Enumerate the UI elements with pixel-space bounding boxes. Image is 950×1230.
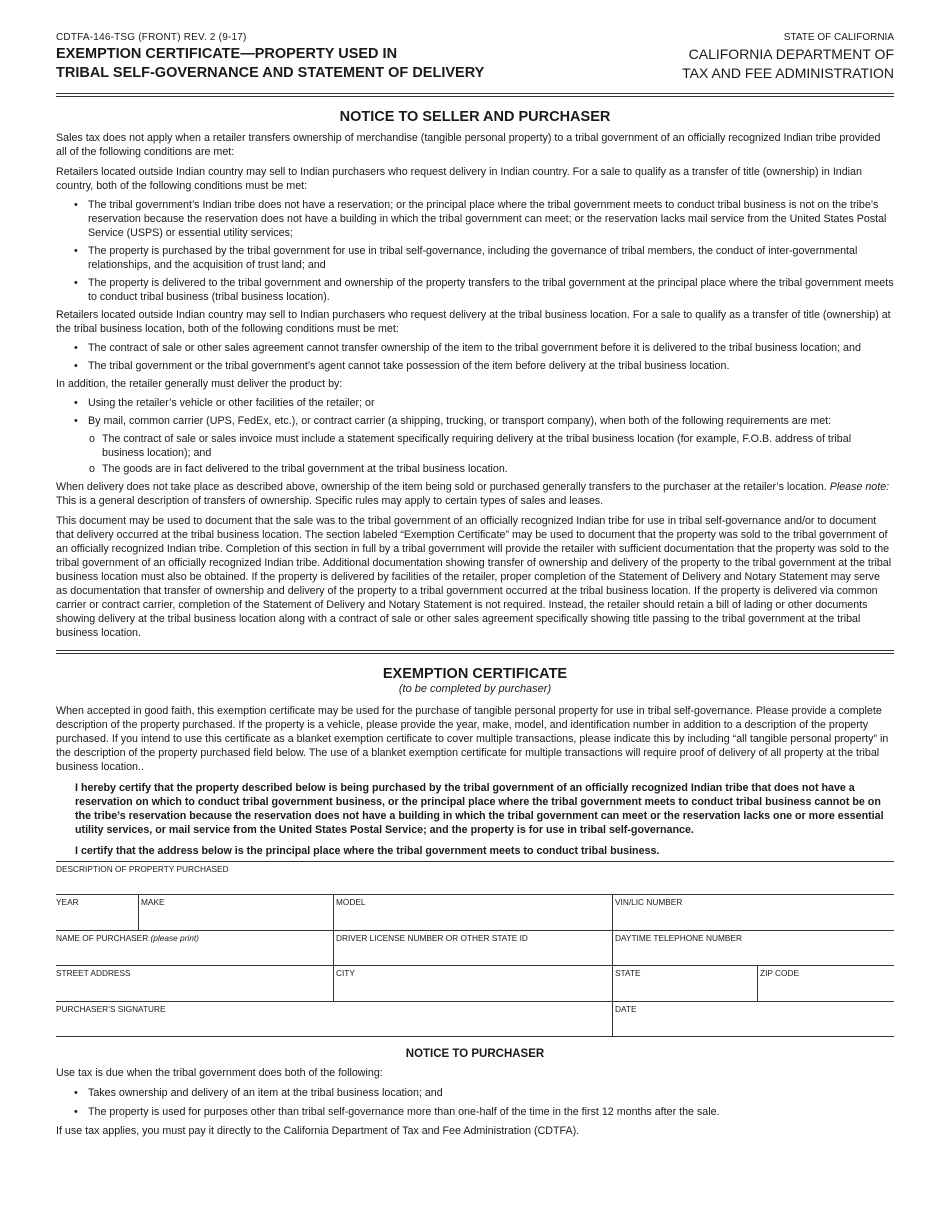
notice-paragraph-2: Retailers located outside Indian country may sell to Indian purchasers who request delivery in Indian country. For a sale to qualify as a transfer of title (ownership) in Indian country, both of the following conditions must be met: <box>56 166 862 192</box>
field-label: MAKE <box>141 897 165 907</box>
field-label: CITY <box>336 968 355 978</box>
field-label: NAME OF PURCHASER <box>56 932 151 943</box>
notice-paragraph-4: In addition, the retailer generally must deliver the product by: <box>56 378 343 390</box>
form-row-vehicle <box>56 895 894 931</box>
sub-list-item: o The goods are in fact delivered to the tribal government at the tribal business location. <box>56 462 894 476</box>
conditions-list-1 <box>56 198 894 304</box>
field-label: MODEL <box>336 897 366 907</box>
exemption-subtitle: (to be completed by purchaser) <box>398 683 552 695</box>
conditions-list-2 <box>56 341 894 373</box>
purchaser-notice-paragraph-2: If use tax applies, you must pay it directly to the California Department of Tax and Fee Administration (CDTFA). <box>56 1125 580 1137</box>
form-page <box>56 32 894 1138</box>
form-title-line2: TRIBAL SELF-GOVERNANCE AND STATEMENT OF DELIVERY <box>56 65 485 81</box>
form-title <box>56 45 484 83</box>
field-label: ZIP CODE <box>760 968 800 978</box>
make-field[interactable] <box>138 895 333 930</box>
exemption-title: EXEMPTION CERTIFICATE <box>382 666 568 682</box>
notice-paragraph-5 <box>56 480 894 508</box>
form-row-description <box>56 862 894 895</box>
section-divider <box>56 650 894 654</box>
use-tax-conditions-list <box>56 1086 894 1119</box>
delivery-methods-list <box>56 396 894 476</box>
phone-field[interactable] <box>612 931 894 966</box>
zip-code-field[interactable] <box>757 966 894 1001</box>
purchaser-notice-title: NOTICE TO PURCHASER <box>405 1048 545 1060</box>
state-field[interactable] <box>612 966 757 1001</box>
license-field[interactable] <box>333 931 612 966</box>
list-item-text: By mail, common carrier (UPS, FedEx, etc.), or contract carrier (a shipping, trucking, or transport company), when both of the following requirements are met: <box>88 415 832 427</box>
certification-statement-1: I hereby certify that the property described below is being purchased by the tribal government of an officially recognized Indian tribe that does not have a reservation on which to conduct tribal government business, or the principal place where the tribal government meets to conduct tribal business cannot be on the tribe’s reservation because the reservation does not have a building in which the tribal government can meet or the reservation lacks one or more essential utility services, or mail service from the United States Postal Service; and the property is for use in tribal self-governance. <box>75 782 884 836</box>
signature-field[interactable] <box>56 1002 612 1037</box>
header-right <box>682 32 894 83</box>
field-label: STREET ADDRESS <box>56 968 131 978</box>
city-field[interactable] <box>333 966 612 1001</box>
field-label: DATE <box>615 1003 637 1014</box>
field-label: VIN/LIC NUMBER <box>615 897 683 907</box>
department-line1: CALIFORNIA DEPARTMENT OF <box>688 46 894 62</box>
header-left <box>56 32 484 83</box>
list-item: • Using the retailer’s vehicle or other facilities of the retailer; or <box>56 396 894 410</box>
p5-note-label: Please note: <box>829 481 890 493</box>
form-title-line1: EXEMPTION CERTIFICATE—PROPERTY USED IN <box>56 46 398 62</box>
list-item: • The contract of sale or other sales agreement cannot transfer ownership of the item to the tribal government before it is delivered to the tribal business location; and <box>56 341 894 355</box>
list-item: • The property is purchased by the tribal government for use in tribal self-governance, including the governance of tribal members, the conduct of inter-governmental relationships, and the acquisition of trust land; and <box>56 244 894 272</box>
exemption-paragraph: When accepted in good faith, this exemption certificate may be used for the purchase of tangible personal property for use in tribal self-governance. Please provide a complete description of the property purchased. If the property is a vehicle, please provide the year, make, model, and identification number in addition to a description of the property purchased. If you intend to use this certificate as a blanket exemption certificate to cover multiple transactions, please indicate this by including “all tangible personal property” in the description of the property purchased field below. The use of a blanket exemption certificate for multiple transactions will require proof of delivery of all property at the tribal business location.. <box>56 705 889 773</box>
field-label: STATE <box>615 968 641 978</box>
model-field[interactable] <box>333 895 612 930</box>
vin-field[interactable] <box>612 895 894 930</box>
notice-title: NOTICE TO SELLER AND PURCHASER <box>339 109 611 125</box>
department-name <box>682 45 894 83</box>
list-item: • The tribal government’s Indian tribe does not have a reservation; or the principal place where the tribal government meets to conduct tribal business is not on the tribe’s reservation because the reservation does not have a building in which the tribal government can meet; or the reservation lacks mail service from the United States Postal Service (USPS) or essential utility services; <box>56 198 894 240</box>
p5-text-b: This is a general description of transfers of ownership. Specific rules may apply to certain types of sales and leases. <box>56 495 604 507</box>
form-header <box>56 32 894 92</box>
list-item: • The property is delivered to the tribal government and ownership of the property transfers to the tribal government at the principal place where the tribal government meets to conduct tribal business (tribal business location). <box>56 276 894 304</box>
form-row-signature <box>56 1002 894 1038</box>
field-label: PURCHASER’S SIGNATURE <box>56 1003 166 1014</box>
field-label: YEAR <box>56 897 79 907</box>
field-label: DRIVER LICENSE NUMBER OR OTHER STATE ID <box>336 932 528 943</box>
form-row-purchaser <box>56 931 894 967</box>
state-label: STATE OF CALIFORNIA <box>783 32 894 43</box>
date-field[interactable] <box>612 1002 894 1037</box>
list-item: • The tribal government or the tribal government’s agent cannot take possession of the item before delivery at the tribal business location. <box>56 359 894 373</box>
p5-text-a: When delivery does not take place as described above, ownership of the item being sold or purchased generally transfers to the purchaser at the retailer’s location. <box>56 481 830 493</box>
list-item <box>56 414 894 476</box>
notice-paragraph-3: Retailers located outside Indian country may sell to Indian purchasers who request delivery at the tribal business location. For a sale to qualify as a transfer of title (ownership) at the tribal business location, both of the following conditions must be met: <box>56 309 891 335</box>
field-hint: (please print) <box>150 932 199 943</box>
sub-list-item: o The contract of sale or sales invoice must include a statement specifically requiring delivery at the tribal business location (for example, F.O.B. address of tribal business location); and <box>56 432 894 460</box>
year-field[interactable] <box>56 895 138 930</box>
certification-statement-2: I certify that the address below is the principal place where the tribal government meets to conduct tribal business. <box>75 845 660 857</box>
department-line2: TAX AND FEE ADMINISTRATION <box>682 65 894 81</box>
field-label: DAYTIME TELEPHONE NUMBER <box>615 932 742 943</box>
list-item: • Takes ownership and delivery of an item at the tribal business location; and <box>56 1086 894 1100</box>
purchaser-form <box>56 861 894 1037</box>
purchaser-notice-paragraph-1: Use tax is due when the tribal government does both of the following: <box>56 1067 383 1079</box>
street-address-field[interactable] <box>56 966 333 1001</box>
form-row-address <box>56 966 894 1002</box>
field-label: DESCRIPTION OF PROPERTY PURCHASED <box>56 864 229 874</box>
header-divider <box>56 93 894 97</box>
notice-paragraph-6: This document may be used to document that the sale was to the tribal government of an officially recognized Indian tribe for use in tribal self-governance and/or to document that delivery occurred at the tribal business location. The section labeled “Exemption Certificate” may be used to document that the property was sold to the tribal government of an officially recognized Indian tribe. Completion of this section in full by a tribal government will provide the retailer with sufficient documentation that the property was sold to the tribal government of an officially recognized Indian tribe. Additional documentation showing transfer of ownership and delivery of the property to the tribal government at the tribal business location must also be obtained. If the property is delivered by facilities of the retailer, proper completion of the Statement of Delivery and Notary Statement may serve as documentation that transfer of ownership and delivery of the property to a tribal government occurred at the tribal business location. If the property is delivered via common carrier or contract carrier, completion of the Statement of Delivery and Notary Statement is not required. Instead, the retailer should retain a bill of lading or other documents showing delivery at the tribal business location along with a contract of sale or other sales agreement specifically showing title passing to the tribal government at the tribal business location. <box>56 515 892 639</box>
description-field[interactable] <box>56 862 894 894</box>
carrier-requirements-list <box>56 432 894 476</box>
list-item: • The property is used for purposes other than tribal self-governance more than one-half of the time in the first 12 months after the sale. <box>56 1105 894 1119</box>
purchaser-name-field[interactable] <box>56 931 333 966</box>
form-id: CDTFA-146-TSG (FRONT) REV. 2 (9-17) <box>56 32 247 43</box>
notice-paragraph-1: Sales tax does not apply when a retailer transfers ownership of merchandise (tangible personal property) to a tribal government of an officially recognized Indian tribe provided all of the following conditions are met: <box>56 132 881 158</box>
